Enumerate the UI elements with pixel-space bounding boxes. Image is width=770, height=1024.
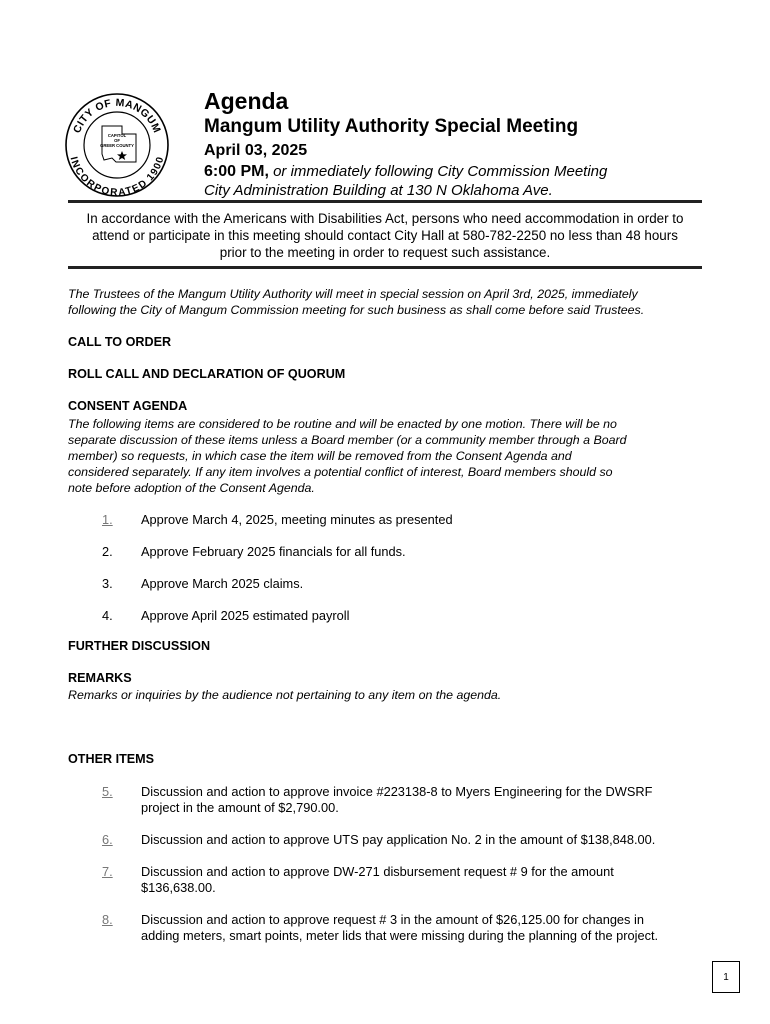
seal-center-line-2: OF <box>114 138 120 143</box>
consent-item-text-1: Approve March 4, 2025, meeting minutes as presented <box>141 512 453 527</box>
other-item-text-5 <box>141 784 701 816</box>
ada-notice <box>68 210 702 261</box>
consent-line-2: separate discussion of these items unless a Board member (or a community member through a Board <box>68 433 627 447</box>
section-further-discussion: FURTHER DISCUSSION <box>68 639 211 653</box>
meeting-time <box>204 163 607 181</box>
meeting-location: City Administration Building at 130 N Oklahoma Ave. <box>204 182 553 199</box>
meeting-date: April 03, 2025 <box>204 142 308 159</box>
agenda-heading: Agenda <box>204 88 289 114</box>
other-item-5-line-2: project in the amount of $2,790.00. <box>141 800 339 815</box>
other-item-5-line-1: Discussion and action to approve invoice #223138-8 to Myers Engineering for the DWSRF <box>141 784 653 799</box>
consent-item-number-3: 3. <box>102 576 113 591</box>
divider-bottom <box>68 266 702 269</box>
other-item-number-8[interactable]: 8. <box>102 912 113 927</box>
meeting-time-note: or immediately following City Commission Meeting <box>268 163 608 180</box>
other-item-8-line-1: Discussion and action to approve request # 3 in the amount of $26,125.00 for changes in <box>141 912 644 927</box>
section-other-items: OTHER ITEMS <box>68 752 155 766</box>
other-item-7-line-1: Discussion and action to approve DW-271 disbursement request # 9 for the amount <box>141 864 614 879</box>
ada-line-2: attend or participate in this meeting should contact City Hall at 580-782-2250 no less than 48 hours <box>92 228 678 243</box>
seal-center-line-1: CAPITOL <box>107 133 127 138</box>
consent-item-number-2: 2. <box>102 544 113 559</box>
other-item-number-6[interactable]: 6. <box>102 832 113 847</box>
consent-line-5: note before adoption of the Consent Agenda. <box>68 481 315 495</box>
remarks-text: Remarks or inquiries by the audience not pertaining to any item on the agenda. <box>68 688 502 702</box>
divider-top <box>68 200 702 203</box>
seal-top-text: CITY OF MANGUM <box>71 96 163 135</box>
consent-item-number-1[interactable]: 1. <box>102 512 113 527</box>
consent-line-3: member) so requests, in which case the item will be removed from the Consent Agenda and <box>68 449 572 463</box>
other-item-text-6 <box>141 832 701 848</box>
page-number: 1 <box>712 961 740 993</box>
intro-paragraph <box>68 286 708 318</box>
other-item-8-line-2: adding meters, smart points, meter lids that were missing during the planning of the project. <box>141 928 659 943</box>
intro-line-2: following the City of Mangum Commission meeting for such business as shall come before said Trustees. <box>68 303 645 317</box>
consent-item-text-4: Approve April 2025 estimated payroll <box>141 608 350 623</box>
other-item-7-line-2: $136,638.00. <box>141 880 216 895</box>
meeting-title: Mangum Utility Authority Special Meeting <box>204 116 579 137</box>
other-item-text-8 <box>141 912 701 944</box>
other-item-number-7[interactable]: 7. <box>102 864 113 879</box>
other-item-6-line-1: Discussion and action to approve UTS pay application No. 2 in the amount of $138,848.00. <box>141 832 656 847</box>
city-seal-logo <box>64 92 170 198</box>
consent-item-text-2: Approve February 2025 financials for all funds. <box>141 544 406 559</box>
other-item-number-5[interactable]: 5. <box>102 784 113 799</box>
consent-item-number-4: 4. <box>102 608 113 623</box>
seal-center-line-3: GREER COUNTY <box>100 143 134 148</box>
ada-line-1: In accordance with the Americans with Disabilities Act, persons who need accommodation in order to <box>86 211 684 226</box>
seal-bottom-text: INCORPORATED 1900 <box>67 155 167 198</box>
ada-line-3: prior to the meeting in order to request such assistance. <box>219 245 551 260</box>
consent-item-text-3: Approve March 2025 claims. <box>141 576 304 591</box>
meeting-time-bold: 6:00 PM, <box>204 163 269 180</box>
section-call-to-order: CALL TO ORDER <box>68 335 172 349</box>
svg-text:CITY OF MANGUM <box>71 97 163 135</box>
consent-paragraph <box>68 416 700 496</box>
section-roll-call: ROLL CALL AND DECLARATION OF QUORUM <box>68 367 346 381</box>
consent-line-1: The following items are considered to be routine and will be enacted by one motion. There will be no <box>68 417 617 431</box>
other-item-text-7 <box>141 864 701 896</box>
consent-line-4: considered separately. If any item involves a potential conflict of interest, Board members should so <box>68 465 613 479</box>
section-consent-agenda: CONSENT AGENDA <box>68 399 188 413</box>
star-icon <box>117 151 127 160</box>
section-remarks: REMARKS <box>68 671 132 685</box>
intro-line-1: The Trustees of the Mangum Utility Authority will meet in special session on April 3rd, 2025, immediately <box>68 287 638 301</box>
